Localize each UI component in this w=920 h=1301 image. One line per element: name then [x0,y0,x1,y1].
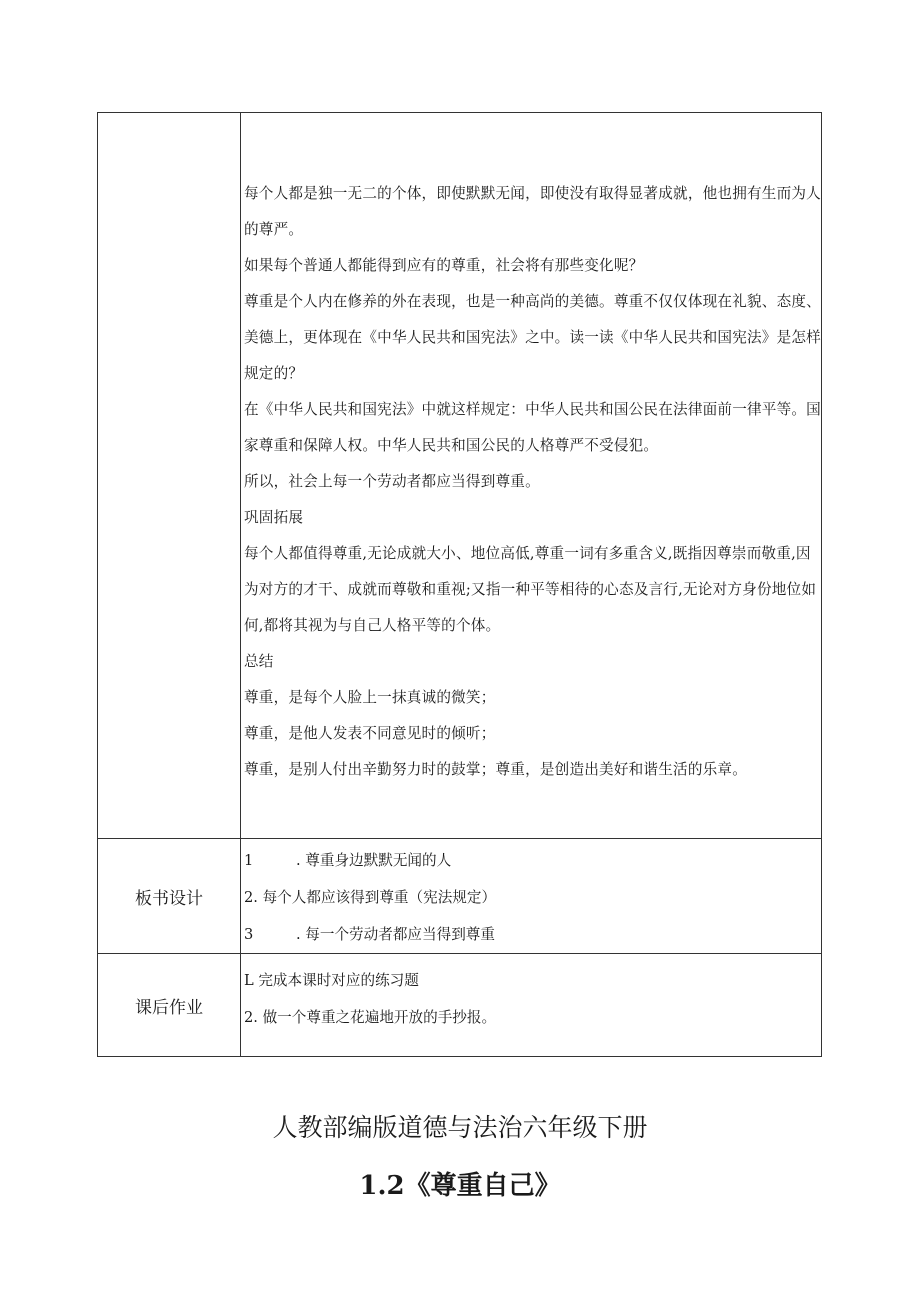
section-heading: 总结 [244,653,274,670]
paragraph: 如果每个普通人都能得到应有的尊重，社会将有那些变化呢？ [244,257,644,274]
board-item-text: 2. 每个人都应该得到尊重（宪法规定） [244,889,497,906]
board-item [244,916,821,953]
section-heading: 巩固拓展 [244,509,304,526]
board-design-cell [241,839,822,954]
content-label-cell [98,113,241,839]
lesson-table [97,112,822,1057]
paragraph: 在《中华人民共和国宪法》中就这样规定：中华人民共和国公民在法律面前一律平等。国家尊重和保障人权。中华人民共和国公民的人格尊严不受侵犯。 [244,401,821,454]
board-item-number: 3 [244,926,254,943]
paragraph: 尊重，是他人发表不同意见时的倾听； [244,725,496,742]
homework-label: 课后作业 [98,954,241,1057]
paragraph: 每个人都是独一无二的个体，即使默默无闻，即使没有取得显著成就，他也拥有生而为人的尊严。 [244,185,821,238]
paragraph: 尊重，是别人付出辛勤努力时的鼓掌；尊重，是创造出美好和谐生活的乐章。 [244,761,747,778]
paragraph: 每个人都值得尊重,无论成就大小、地位高低,尊重一词有多重含义,既指因尊崇而敬重,因为对方的才干、成就而尊敬和重视;又指一种平等相待的心态及言行,无论对方身份地位如何,都将其视为与自己人格平等的个体。 [244,545,817,634]
board-item-number: 1 [244,852,254,869]
document-subtitle: 1.2《尊重自己》 [359,1171,561,1201]
document-title: 人教部编版道德与法治六年级下册 [272,1113,648,1142]
board-design-row [98,839,822,954]
lesson-plan-sheet [97,112,822,1057]
homework-item: 2. 做一个尊重之花遍地开放的手抄报。 [244,1009,497,1026]
board-item [244,842,821,879]
paragraph: 尊重是个人内在修养的外在表现，也是一种高尚的美德。尊重不仅仅体现在礼貌、态度、美德上，更体现在《中华人民共和国宪法》之中。读一读《中华人民共和国宪法》是怎样规定的？ [244,293,821,382]
content-row [98,113,822,839]
homework-item: L 完成本课时对应的练习题 [244,972,419,989]
paragraph: 尊重，是每个人脸上一抹真诚的微笑； [244,689,496,706]
lesson-content [244,113,821,838]
board-item [244,879,821,916]
board-item-text: . 每一个劳动者都应当得到尊重 [296,926,495,943]
board-item-text: . 尊重身边默默无闻的人 [296,852,452,869]
content-cell [241,113,822,839]
homework-cell [241,954,822,1057]
homework-row [98,954,822,1057]
paragraph: 所以，社会上每一个劳动者都应当得到尊重。 [244,473,540,490]
board-design-label: 板书设计 [98,839,241,954]
